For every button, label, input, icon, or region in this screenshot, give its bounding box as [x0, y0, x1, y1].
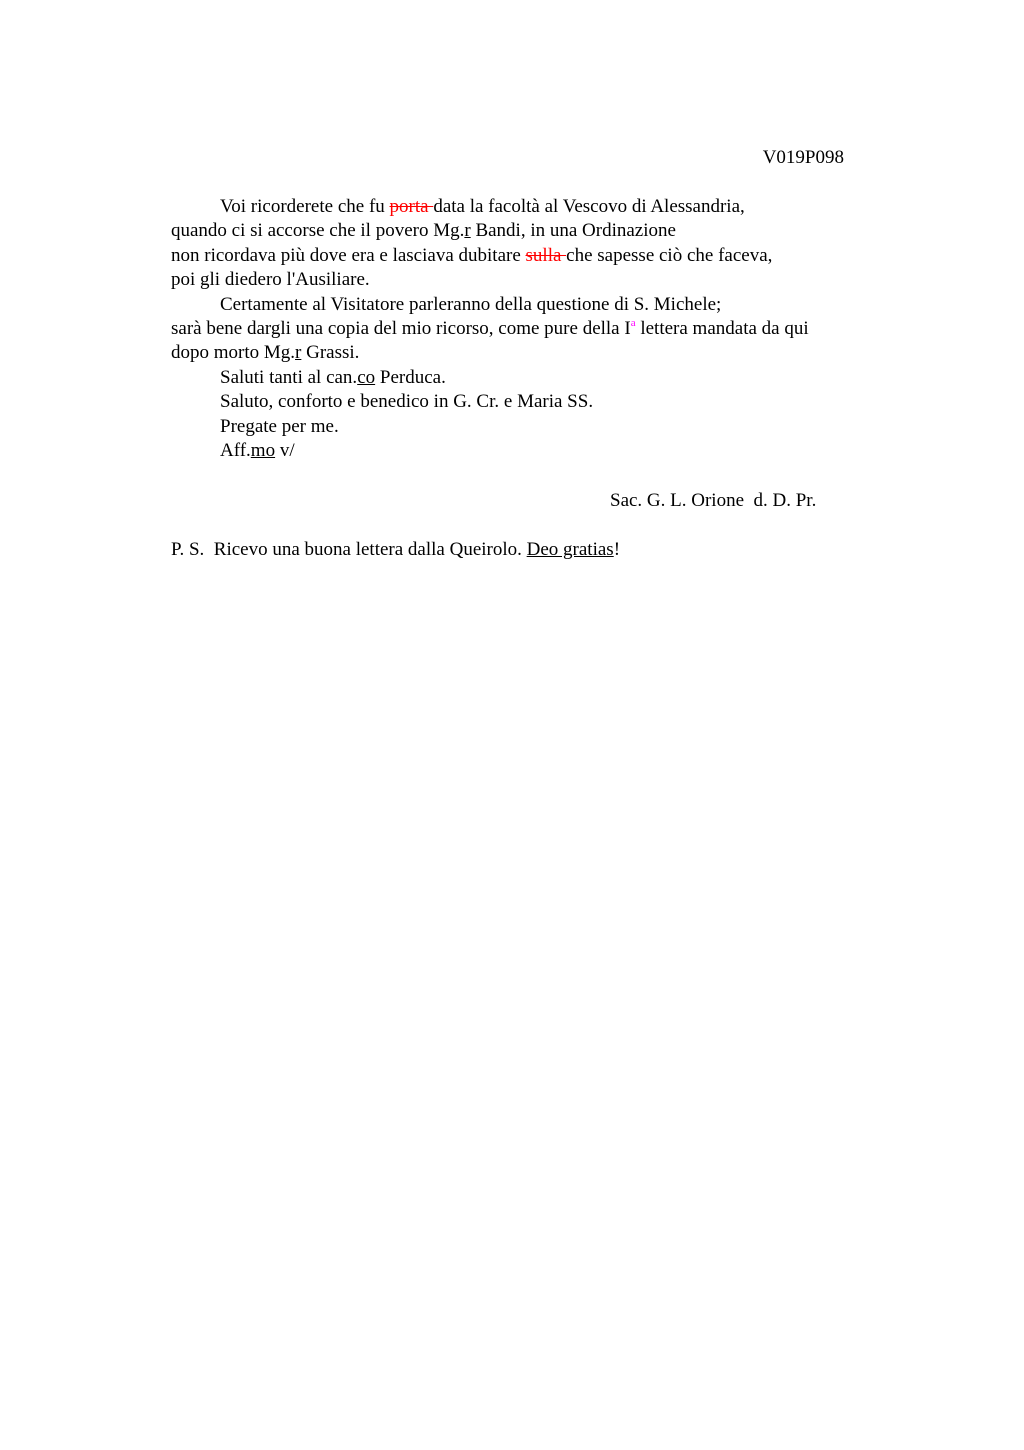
deleted-text: porta — [389, 196, 434, 217]
underlined-abbreviation: co — [357, 366, 376, 388]
postscript: P. S. Ricevo una buona lettera dalla Queirolo. Deo gratias! — [171, 539, 621, 560]
superscript-ordinal: a — [630, 316, 636, 329]
body-line-11: Aff.mo v/ — [220, 439, 295, 461]
body-line-3: non ricordava più dove era e lasciava dubitare sulla che sapesse ciò che faceva, — [171, 244, 773, 266]
body-line-4: poi gli diedero l'Ausiliare. — [171, 269, 370, 291]
underlined-phrase: Deo gratias — [526, 539, 614, 560]
body-line-10: Pregate per me. — [220, 415, 339, 437]
body-line-2: quando ci si accorse che il povero Mg.r Bandi, in una Ordinazione — [171, 220, 676, 242]
underlined-abbreviation: mo — [250, 439, 276, 461]
body-line-7: dopo morto Mg.r Grassi. — [171, 342, 360, 364]
body-line-5: Certamente al Visitatore parleranno della questione di S. Michele; — [220, 293, 722, 315]
body-line-6: sarà bene dargli una copia del mio ricorso, come pure della $I^a$ lettera mandata da qui — [171, 316, 809, 339]
underlined-abbreviation: r — [464, 220, 471, 242]
signature: Sac. G. L. Orione d. D. Pr. — [610, 490, 817, 511]
body-line-1: Voi ricorderete che fu porta data la facoltà al Vescovo di Alessandria, — [220, 196, 745, 217]
body-line-9: Saluto, conforto e benedico in G. Cr. e Maria SS. — [220, 391, 594, 413]
underlined-abbreviation: r — [295, 342, 302, 364]
body-line-8: Saluti tanti al can.co Perduca. — [220, 366, 446, 388]
letter-body — [171, 195, 891, 463]
document-id: V019P098 — [762, 147, 844, 168]
deleted-text: sulla — [525, 244, 567, 266]
